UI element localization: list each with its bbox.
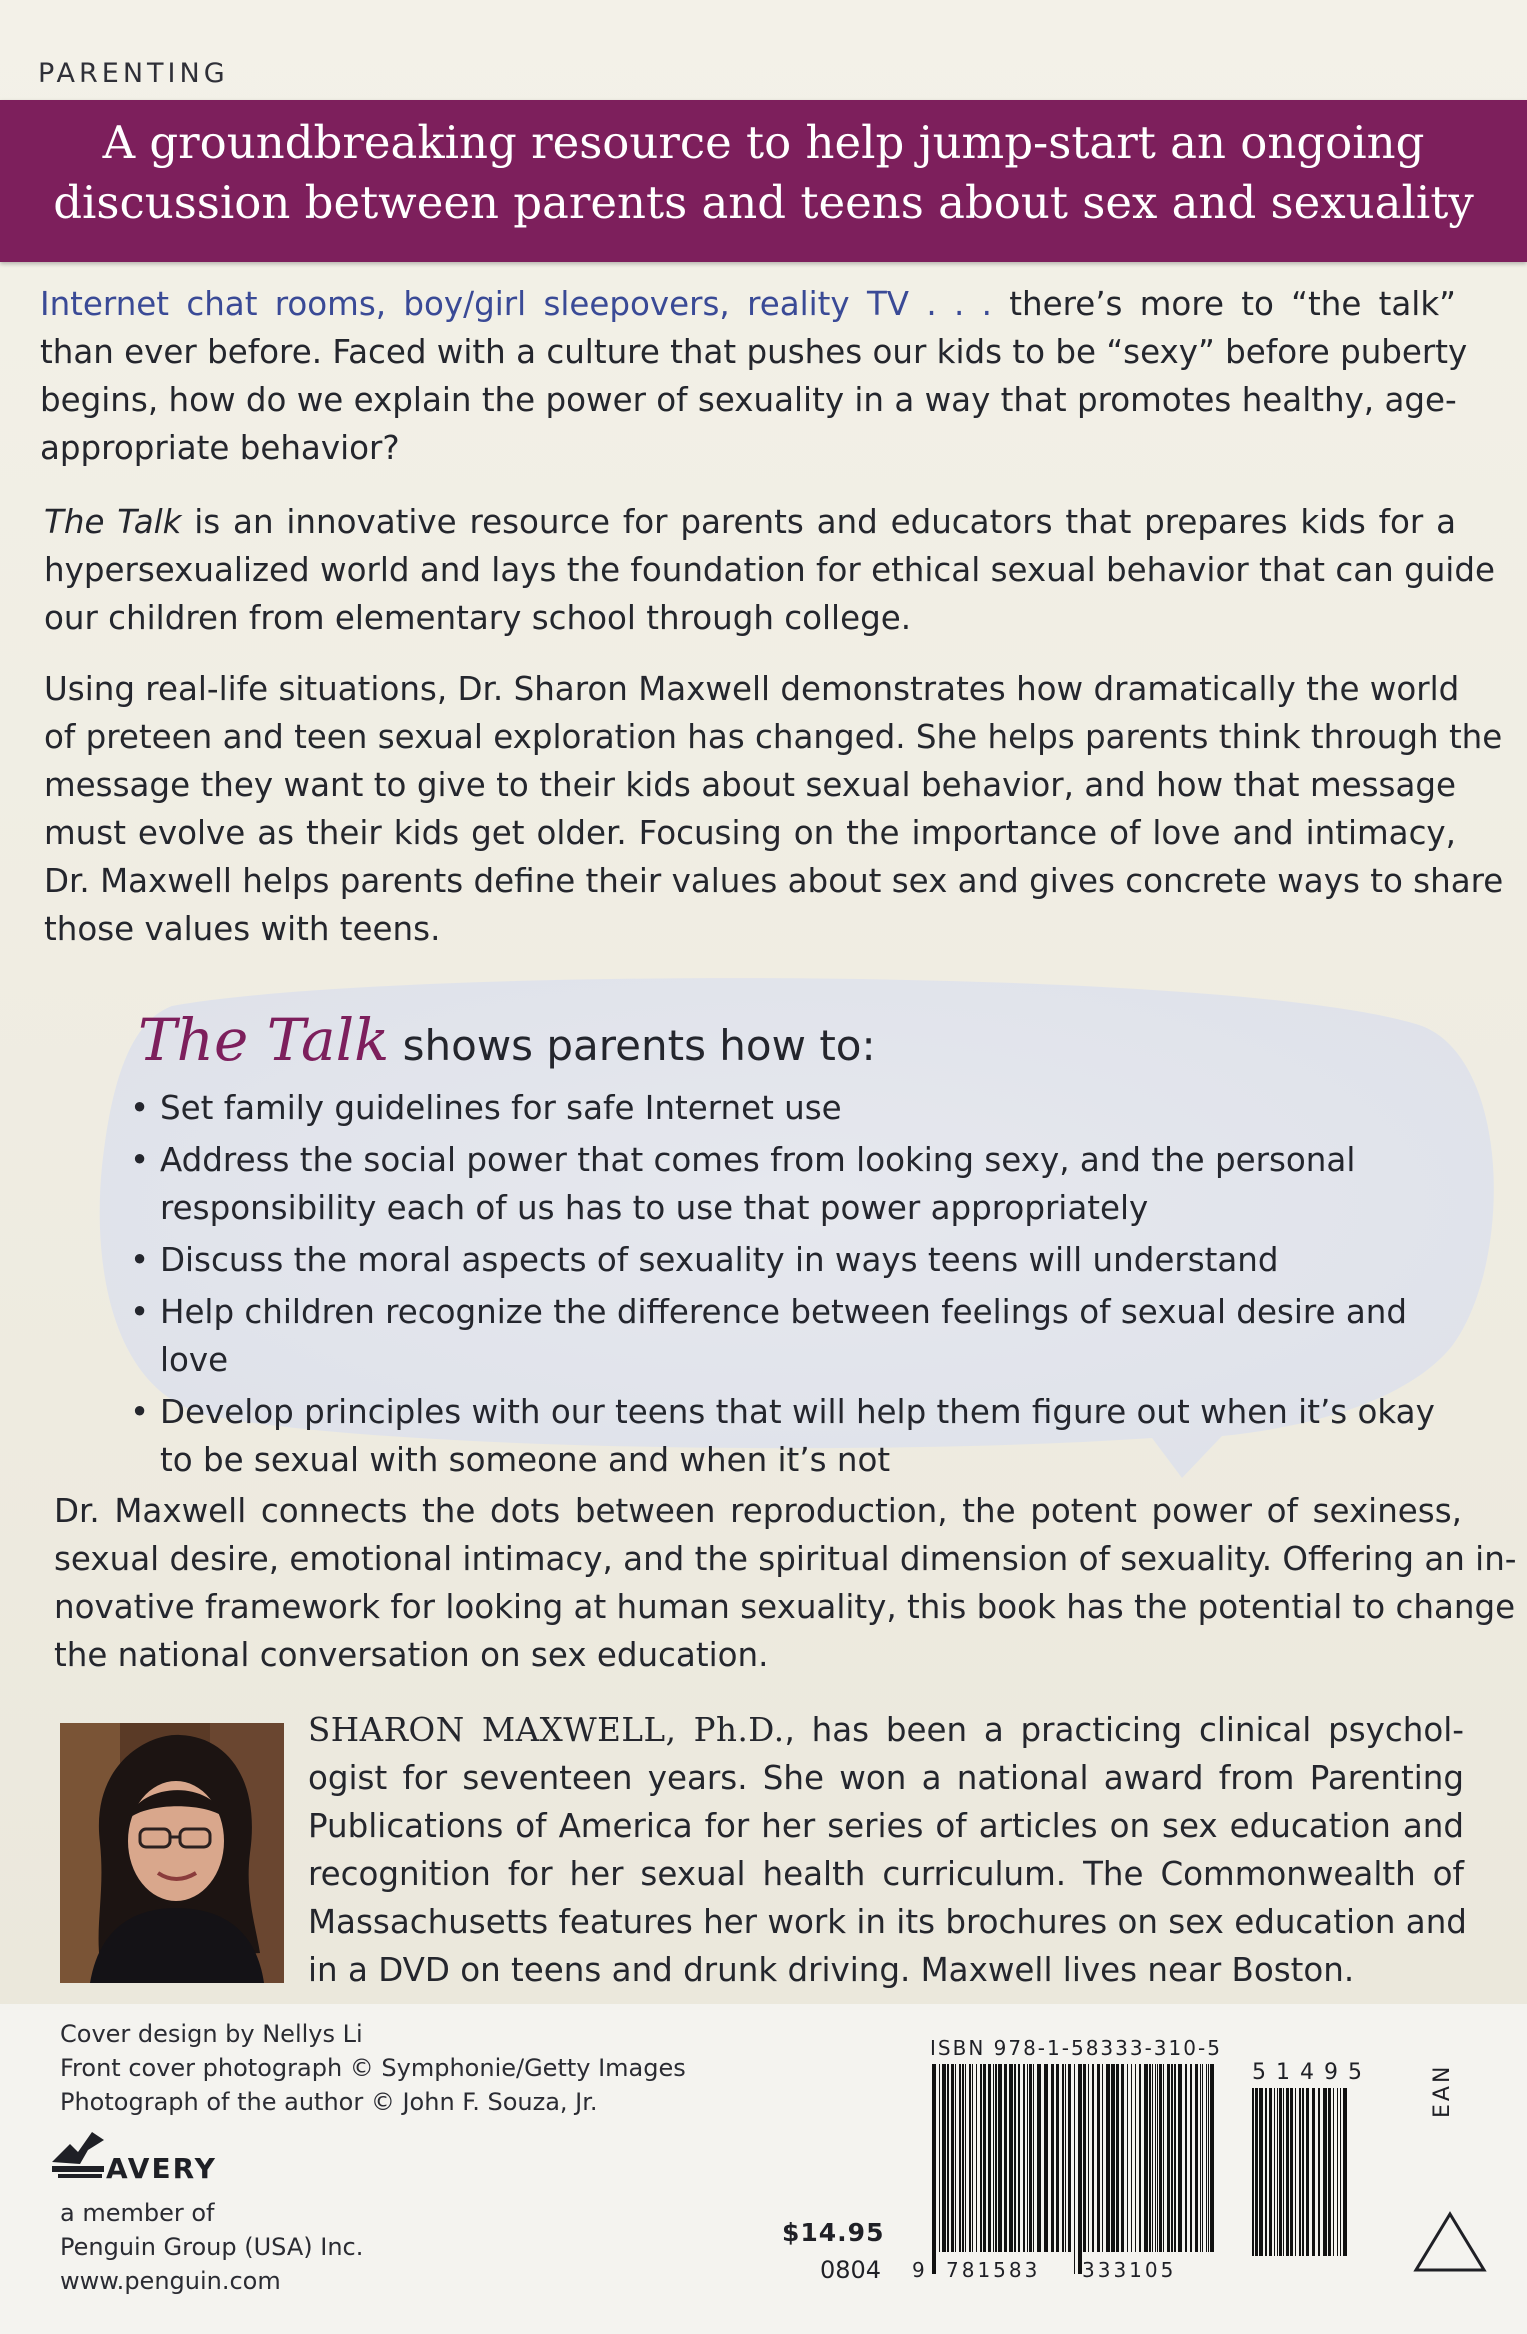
barcode-bar xyxy=(1185,2064,1187,2252)
list-item: • Discuss the moral aspects of sexuality in ways teens will understand xyxy=(130,1236,1450,1284)
credit-line: Photograph of the author © John F. Souza, Jr. xyxy=(60,2088,598,2116)
avery-logo-icon xyxy=(48,2122,108,2186)
barcode-bar xyxy=(1286,2088,1289,2256)
situations-line: Dr. Maxwell helps parents define their values about sex and gives concrete ways to share xyxy=(44,862,1504,900)
barcode-bar xyxy=(959,2064,961,2252)
barcode-bar xyxy=(995,2064,997,2252)
isbn-barcode xyxy=(930,2064,1230,2274)
banner-line-2: discussion between parents and teens about sex and sexuality xyxy=(53,176,1474,229)
addon-digits: 51495 xyxy=(1252,2060,1372,2085)
barcode-bar xyxy=(1259,2088,1263,2256)
barcode-bar xyxy=(1127,2064,1128,2252)
intro-line: Internet chat rooms, boy/girl sleepovers, reality TV . . . there’s more to “the talk” xyxy=(40,285,1456,323)
publisher-website: www.penguin.com xyxy=(60,2267,281,2295)
situations-paragraph xyxy=(44,665,1504,953)
barcode-bar xyxy=(1337,2088,1338,2256)
barcode-bar xyxy=(1163,2064,1164,2252)
barcode-bar xyxy=(1343,2088,1347,2256)
intro-lead: Internet chat rooms, boy/girl sleepovers, reality TV . . . xyxy=(40,285,992,323)
barcode-bar xyxy=(1206,2064,1207,2252)
barcode-bar xyxy=(1121,2064,1124,2252)
barcode-bar xyxy=(1279,2088,1282,2256)
barcode-bar xyxy=(1208,2064,1209,2252)
barcode-bar xyxy=(1295,2088,1296,2256)
barcode-bar xyxy=(942,2064,946,2252)
barcode-bar xyxy=(1102,2064,1103,2252)
barcode-bar xyxy=(1018,2064,1020,2252)
price: $14.95 xyxy=(782,2218,885,2247)
barcode-bar xyxy=(1111,2064,1115,2252)
about-line: hypersexualized world and lays the foundation for ethical sexual behavior that can guide xyxy=(44,551,1495,589)
barcode-bar xyxy=(1328,2088,1331,2256)
situations-line: must evolve as their kids get older. Focusing on the importance of love and intimacy, xyxy=(44,814,1456,852)
barcode-bar xyxy=(1200,2064,1201,2252)
barcode-bar xyxy=(980,2064,982,2252)
about-paragraph xyxy=(44,498,1495,642)
barcode-bar xyxy=(1062,2064,1064,2252)
barcode-bar xyxy=(1306,2088,1309,2256)
barcode-bar xyxy=(965,2064,966,2252)
barcode-bar xyxy=(1033,2064,1034,2252)
barcode-bar xyxy=(951,2064,954,2252)
barcode-bar xyxy=(1178,2064,1182,2252)
barcode-bar xyxy=(1190,2064,1192,2252)
intro-line: than ever before. Faced with a culture that pushes our kids to be “sexy” before puberty xyxy=(40,333,1468,371)
barcode-bar xyxy=(1167,2064,1170,2252)
author-bio-line: recognition for her sexual health curriculum. The Commonwealth of xyxy=(308,1855,1464,1893)
barcode-bar xyxy=(1318,2088,1320,2256)
connects-line: the national conversation on sex education. xyxy=(54,1636,769,1674)
publisher-line: a member of xyxy=(60,2199,215,2227)
barcode-bar xyxy=(1159,2064,1162,2252)
book-title: The Talk xyxy=(44,503,182,541)
barcode-bar xyxy=(1290,2088,1293,2256)
bubble-title: The Talk xyxy=(138,1006,390,1074)
credits xyxy=(60,2017,686,2119)
barcode-bar xyxy=(1088,2064,1089,2252)
barcode-bar xyxy=(1135,2064,1136,2252)
author-bio-line: ogist for seventeen years. She won a national award from Parenting xyxy=(308,1759,1464,1797)
barcode-bar xyxy=(1171,2064,1173,2252)
list-item: • Develop principles with our teens that will help them figure out when it’s okay to be sexual with someone and when it’s not xyxy=(130,1388,1460,1484)
barcode-bar xyxy=(1056,2064,1059,2252)
barcode-bar xyxy=(1009,2064,1013,2252)
benefits-list xyxy=(130,1084,1450,1488)
connects-line: sexual desire, emotional intimacy, and the spiritual dimension of sexuality. Offering an in- xyxy=(54,1540,1517,1578)
credit-line: Cover design by Nellys Li xyxy=(60,2020,363,2048)
isbn-label: ISBN 978-1-58333-310-5 xyxy=(930,2036,1222,2060)
barcode-bar xyxy=(1078,2064,1082,2274)
barcode-bar xyxy=(947,2064,949,2252)
barcode-bar xyxy=(1074,2064,1075,2274)
intro-line: appropriate behavior? xyxy=(40,429,400,467)
about-line: The Talk is an innovative resource for parents and educators that prepares kids for a xyxy=(44,503,1456,541)
barcode-bar xyxy=(1149,2064,1151,2252)
ean-label: EAN xyxy=(1430,2063,1455,2118)
barcode-bar xyxy=(1068,2064,1071,2252)
barcode-bar xyxy=(983,2064,986,2252)
barcode-bar xyxy=(1083,2064,1086,2252)
barcode-bar xyxy=(976,2064,977,2252)
list-item: • Help children recognize the difference between feelings of sexual desire and love xyxy=(130,1288,1450,1384)
author-name: SHARON MAXWELL, Ph.D. xyxy=(308,1711,785,1749)
barcode-bar xyxy=(1265,2088,1267,2256)
barcode-lead-digit: 9 xyxy=(912,2258,928,2282)
author-bio-line: SHARON MAXWELL, Ph.D., has been a practicing clinical psychol- xyxy=(308,1711,1464,1749)
barcode-bar xyxy=(1051,2064,1054,2252)
barcode-bar xyxy=(1195,2064,1198,2252)
barcode-bar xyxy=(962,2064,964,2252)
barcode-bar xyxy=(1004,2064,1007,2252)
bubble-heading xyxy=(138,1006,876,1074)
barcode-bar xyxy=(1269,2088,1272,2256)
intro-line: begins, how do we explain the power of sexuality in a way that promotes healthy, age- xyxy=(40,381,1457,419)
barcode-bar xyxy=(939,2064,940,2252)
barcode-bar xyxy=(993,2064,994,2252)
barcode-bar xyxy=(1312,2088,1315,2256)
barcode-bar xyxy=(1097,2064,1100,2252)
category-label: PARENTING xyxy=(38,58,229,89)
addon-barcode xyxy=(1250,2088,1360,2278)
barcode-bar xyxy=(1065,2064,1066,2252)
situations-line: message they want to give to their kids about sexual behavior, and how that message xyxy=(44,766,1456,804)
barcode-bar xyxy=(1299,2088,1301,2256)
credit-line: Front cover photograph © Symphonie/Getty Images xyxy=(60,2054,686,2082)
situations-line: Using real-life situations, Dr. Sharon Maxwell demonstrates how dramatically the world xyxy=(44,670,1460,708)
list-item: • Set family guidelines for safe Internet use xyxy=(130,1084,1450,1132)
barcode-bar xyxy=(1116,2064,1119,2252)
author-bio xyxy=(308,1706,1467,1994)
publisher-logo-text: AVERY xyxy=(106,2152,217,2185)
barcode-bar xyxy=(998,2064,1002,2252)
barcode-bar xyxy=(969,2064,971,2252)
author-photo xyxy=(60,1723,284,1983)
barcode-bar xyxy=(1252,2088,1254,2256)
barcode-bar xyxy=(1283,2088,1284,2256)
barcode-digits-right: 333105 xyxy=(1082,2258,1177,2282)
barcode-bar xyxy=(1131,2064,1132,2252)
connects-paragraph xyxy=(54,1487,1517,1679)
triangle-icon xyxy=(1412,2210,1488,2274)
barcode-bar xyxy=(1044,2064,1048,2252)
barcode-bar xyxy=(1092,2064,1094,2252)
author-portrait-image xyxy=(60,1723,284,1983)
barcode-bar xyxy=(972,2064,973,2252)
publisher-line: Penguin Group (USA) Inc. xyxy=(60,2233,364,2261)
barcode-bar xyxy=(1155,2064,1156,2252)
barcode-bar xyxy=(1152,2064,1153,2252)
barcode-bar xyxy=(988,2064,991,2252)
barcode-bar xyxy=(1340,2088,1341,2256)
barcode-bar xyxy=(1106,2064,1110,2252)
barcode-bar xyxy=(1037,2064,1041,2252)
situations-line: those values with teens. xyxy=(44,910,441,948)
barcode-bar xyxy=(932,2064,936,2274)
bubble-heading-rest: shows parents how to: xyxy=(389,1021,876,1070)
list-item: • Address the social power that comes from looking sexy, and the personal responsibility each of us has to use that power appropriately xyxy=(130,1136,1370,1232)
situations-line: of preteen and teen sexual exploration has changed. She helps parents think through the xyxy=(44,718,1503,756)
barcode-bar xyxy=(1027,2064,1028,2252)
barcode-bar xyxy=(1277,2088,1278,2256)
barcode-bar xyxy=(1139,2064,1141,2252)
barcode-bar xyxy=(1255,2088,1258,2256)
barcode-bar xyxy=(1014,2064,1016,2252)
barcode-bar xyxy=(1023,2064,1025,2252)
barcode-bar xyxy=(1157,2064,1158,2252)
author-bio-line: Massachusetts features her work in its brochures on sex education and xyxy=(308,1903,1467,1941)
about-line: our children from elementary school through college. xyxy=(44,599,912,637)
banner-line-1: A groundbreaking resource to help jump-start an ongoing xyxy=(102,116,1425,169)
barcode-bar xyxy=(1144,2064,1148,2252)
barcode-bar xyxy=(1210,2064,1214,2252)
publisher-info xyxy=(60,2196,363,2298)
price-code: 0804 xyxy=(820,2256,882,2284)
intro-paragraph xyxy=(40,280,1468,472)
barcode-bar xyxy=(1202,2064,1203,2252)
barcode-bar xyxy=(1274,2088,1275,2256)
author-bio-line: in a DVD on teens and drunk driving. Maxwell lives near Boston. xyxy=(308,1951,1355,1989)
author-bio-line: Publications of America for her series of articles on sex education and xyxy=(308,1807,1464,1845)
barcode-digits-left: 781583 xyxy=(946,2258,1041,2282)
barcode-bar xyxy=(1029,2064,1032,2252)
connects-line: novative framework for looking at human sexuality, this book has the potential to change xyxy=(54,1588,1516,1626)
barcode-bar xyxy=(1302,2088,1304,2256)
headline-banner xyxy=(0,100,1527,262)
barcode-bar xyxy=(1333,2088,1334,2256)
barcode-bar xyxy=(1174,2064,1176,2252)
connects-line: Dr. Maxwell connects the dots between reproduction, the potent power of sexiness, xyxy=(54,1492,1462,1530)
barcode-bar xyxy=(955,2064,956,2252)
barcode-bar xyxy=(1323,2088,1327,2256)
